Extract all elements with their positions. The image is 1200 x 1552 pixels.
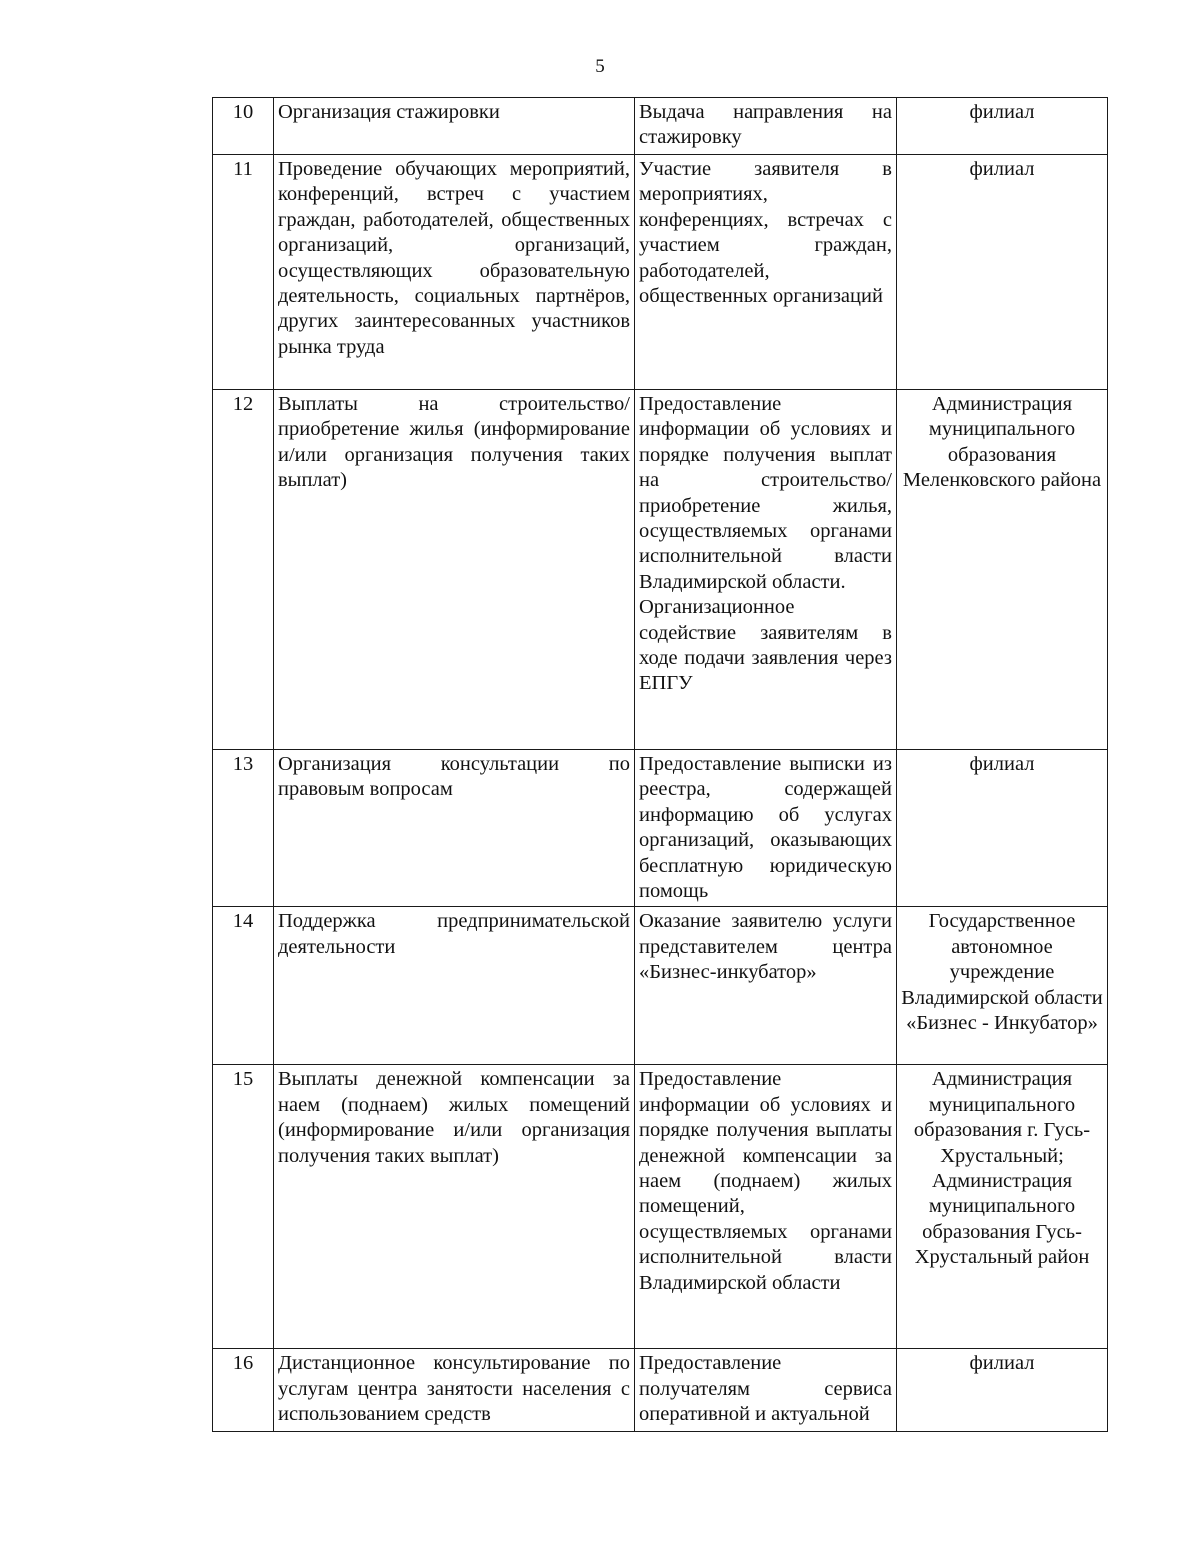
service-result: Предоставление информации об условиях и порядке получения выплаты денежной компенсации за наем (поднаем) жилых помещений, осуществляемых органами исполнительной власти Владимирской области [635,1065,897,1349]
service-result: Предоставление информации об условиях и порядке получения выплат на строительство/приобретение жилья, осуществляемых органами исполнительной власти Владимирской области. Организационное содействие заявителям в ходе подачи заявления через ЕПГУ [639,393,892,695]
table-row [213,390,1108,750]
table-row [213,907,1108,1065]
row-number: 14 [213,907,274,1065]
service-executor: филиал [897,1349,1108,1432]
service-name: Выплаты денежной компенсации за наем (поднаем) жилых помещений (информирование и/или организация получения таких выплат) [274,1065,635,1349]
service-name: Дистанционное консультирование по услугам центра занятости населения с использованием средств [274,1349,635,1432]
table-row [213,1349,1108,1432]
row-number: 15 [213,1065,274,1349]
service-result: Предоставление выписки из реестра, содержащей информацию об услугах организаций, оказывающих бесплатную юридическую помощь [635,750,897,907]
service-executor: Администрация муниципального образования г. Гусь-Хрустальный; Администрация муниципального образования Гусь-Хрустальный район [897,1065,1108,1349]
service-executor: филиал [897,750,1108,907]
page-number: 5 [595,56,605,77]
service-result: Участие заявителя в мероприятиях, конференциях, встречах с участием граждан, работодателей, общественных организаций [635,155,897,390]
service-name: Выплаты на строительство/приобретение жилья (информирование и/или организация получения таких выплат) [274,390,635,750]
service-name: Поддержка предпринимательской деятельности [274,907,635,1065]
row-number: 13 [213,750,274,907]
service-name: Проведение обучающих мероприятий, конференций, встреч с участием граждан, работодателей, общественных организаций, организаций, осуществляющих образовательную деятельность, социальных партнёров, других заинтересованных участников рынка труда [274,155,635,390]
table-row [213,98,1108,155]
service-executor: филиал [897,155,1108,390]
table-row [213,155,1108,390]
service-result: Предоставление получателям сервиса оперативной и актуальной [635,1349,897,1432]
table-row [213,1065,1108,1349]
service-name: Организация консультации по правовым вопросам [274,750,635,907]
service-name: Организация стажировки [274,98,635,155]
services-table [212,97,1108,1432]
row-number: 16 [213,1349,274,1432]
service-result: Оказание заявителю услуги представителем центра «Бизнес-инкубатор» [635,907,897,1065]
service-executor: Государственное автономное учреждение Владимирской области «Бизнес - Инкубатор» [897,907,1108,1065]
row-number: 11 [213,155,274,390]
service-executor: филиал [897,98,1108,155]
service-result: Выдача направления на стажировку [635,98,897,155]
table-row [213,750,1108,907]
service-executor: Администрация муниципального образования Меленковского района [897,390,1108,750]
row-number: 12 [213,390,274,750]
row-number: 10 [213,98,274,155]
